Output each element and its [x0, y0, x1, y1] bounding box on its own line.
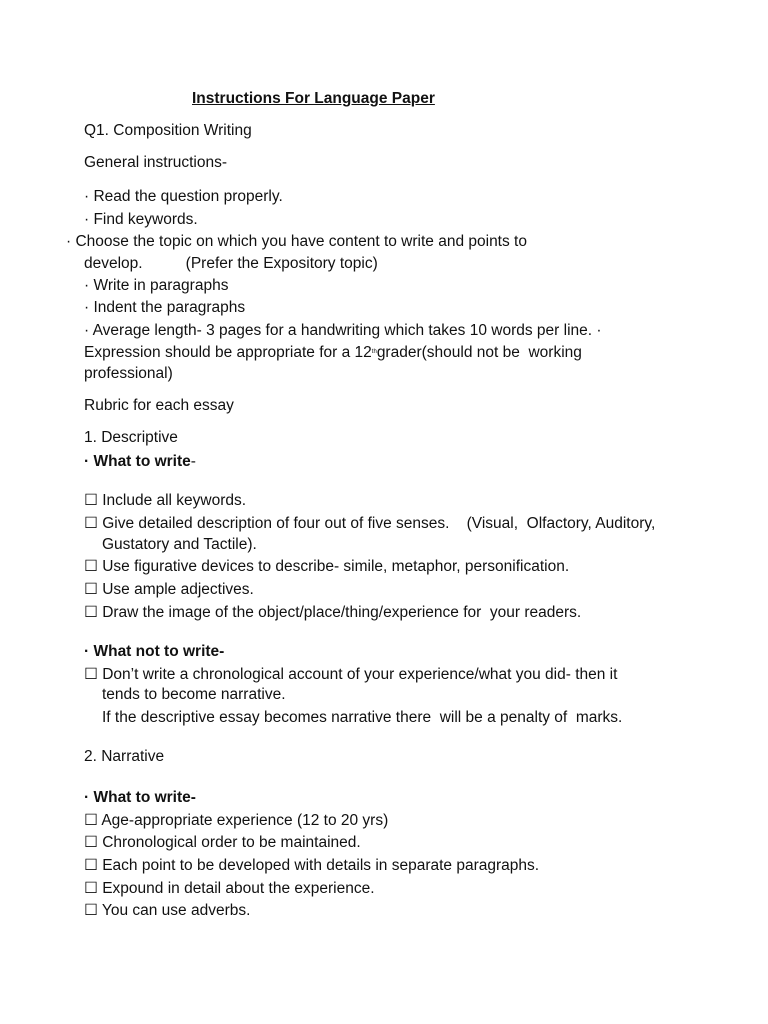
checklist-item: ☐ You can use adverbs.: [84, 902, 251, 919]
descriptive-heading: 1. Descriptive: [84, 429, 178, 446]
instruction-item: [84, 342, 582, 363]
instruction-item: · Write in paragraphs: [84, 277, 229, 294]
what-to-write-heading: · What to write-: [84, 789, 196, 806]
checklist-item: tends to become narrative.: [102, 686, 286, 703]
instruction-item: · Indent the paragraphs: [84, 299, 246, 316]
grade-superscript: th: [371, 349, 377, 355]
checklist-item: ☐ Use figurative devices to describe- simile, metaphor, personification.: [84, 558, 570, 575]
instruction-item: · Read the question properly.: [84, 188, 283, 205]
document-title: Instructions For Language Paper: [192, 90, 435, 107]
instruction-item: · Find keywords.: [84, 211, 198, 228]
checklist-item: ☐ Expound in detail about the experience.: [84, 880, 375, 897]
penalty-note: If the descriptive essay becomes narrative there will be a penalty of marks.: [102, 709, 623, 726]
what-to-write-heading: [84, 452, 196, 472]
instruction-text: Expression should be appropriate for a 12: [84, 344, 372, 361]
question-heading: Q1. Composition Writing: [84, 122, 252, 139]
checklist-item: Gustatory and Tactile).: [102, 536, 257, 553]
checklist-item: ☐ Age-appropriate experience (12 to 20 yrs): [84, 812, 389, 829]
instruction-item: professional): [84, 365, 173, 382]
checklist-item: ☐ Draw the image of the object/place/thing/experience for your readers.: [84, 604, 582, 621]
checklist-item: ☐ Include all keywords.: [84, 492, 247, 509]
general-instructions-heading: General instructions-: [84, 154, 228, 171]
narrative-heading: 2. Narrative: [84, 748, 165, 765]
what-to-write-dash: -: [190, 453, 196, 470]
what-not-to-write-heading: · What not to write-: [84, 643, 225, 660]
instruction-text: grader(should not be working: [376, 344, 582, 361]
what-to-write-label: · What to write: [84, 453, 191, 470]
checklist-item: ☐ Each point to be developed with details in separate paragraphs.: [84, 857, 540, 874]
instruction-item: · Average length- 3 pages for a handwriting which takes 10 words per line. ·: [84, 322, 602, 339]
rubric-heading: Rubric for each essay: [84, 397, 234, 414]
checklist-item: ☐ Give detailed description of four out of five senses. (Visual, Olfactory, Auditory,: [84, 515, 656, 532]
checklist-item: ☐ Chronological order to be maintained.: [84, 834, 361, 851]
instruction-item: develop. (Prefer the Expository topic): [84, 255, 378, 272]
checklist-item: ☐ Don’t write a chronological account of your experience/what you did- then it: [84, 666, 618, 683]
instruction-item: · Choose the topic on which you have content to write and points to: [66, 233, 527, 250]
checklist-item: ☐ Use ample adjectives.: [84, 581, 254, 598]
